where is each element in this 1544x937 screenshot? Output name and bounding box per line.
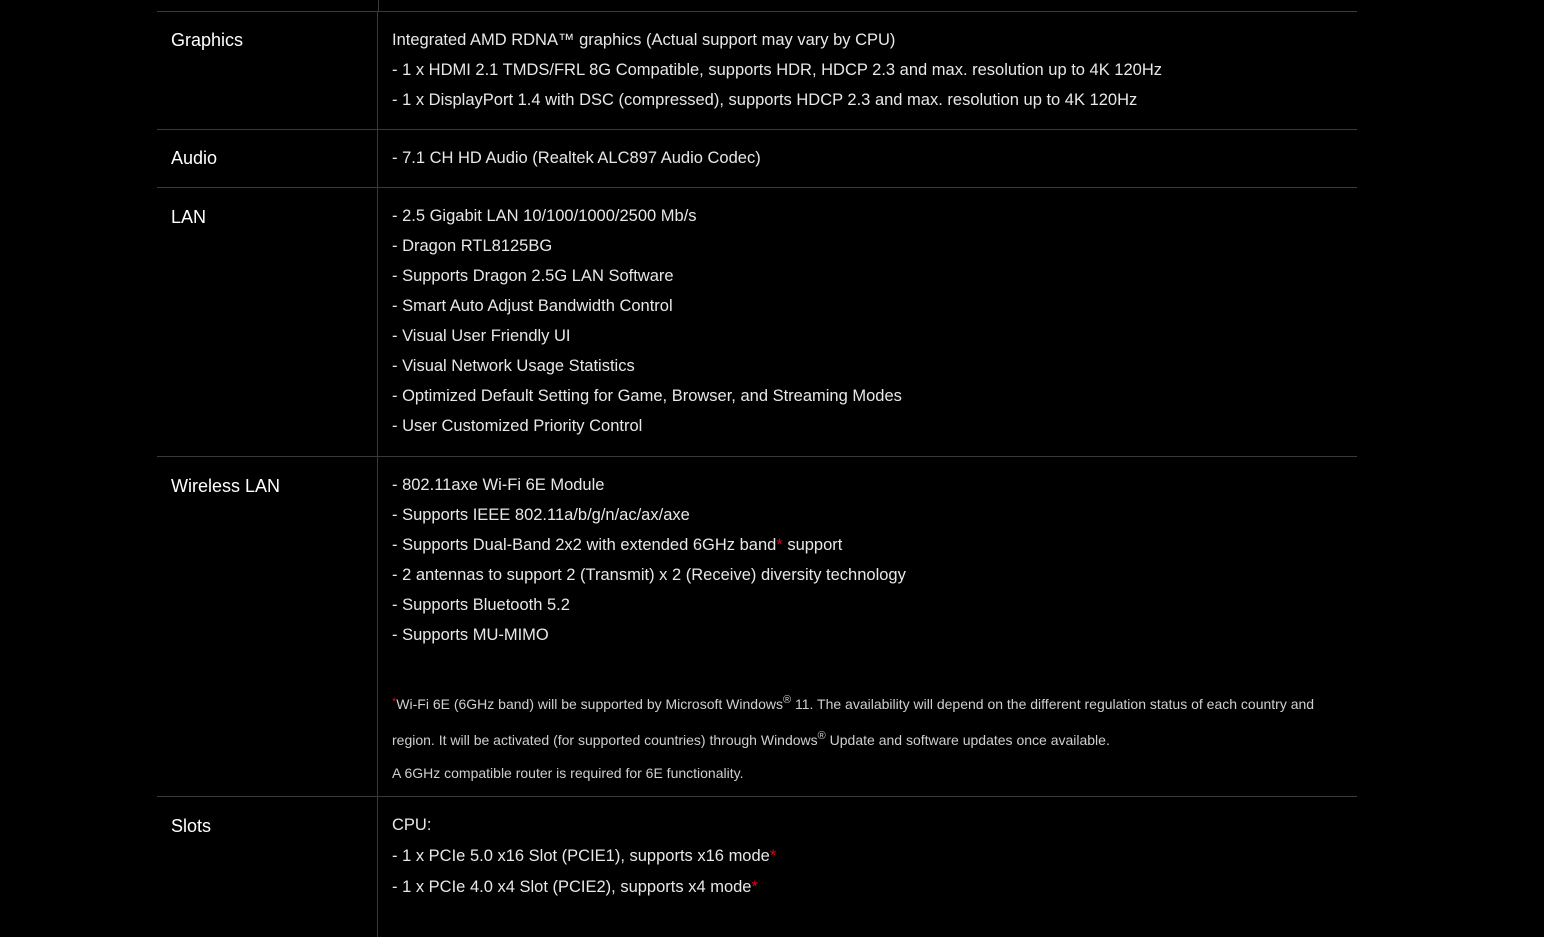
spec-row-slots xyxy=(157,797,1357,937)
spec-line: - 1 x HDMI 2.1 TMDS/FRL 8G Compatible, supports HDR, HDCP 2.3 and max. resolution up to 4K 120Hz xyxy=(392,61,1163,79)
column-divider xyxy=(378,0,379,11)
spec-label-slots: Slots xyxy=(157,797,378,937)
spec-line: - 1 x DisplayPort 1.4 with DSC (compressed), supports HDCP 2.3 and max. resolution up to 4K 120Hz xyxy=(392,91,1138,109)
spec-line: - Optimized Default Setting for Game, Browser, and Streaming Modes xyxy=(392,387,902,405)
table-top-edge xyxy=(157,0,1357,12)
spec-row-audio xyxy=(157,130,1357,188)
spec-line: - Supports Dragon 2.5G LAN Software xyxy=(392,267,674,285)
spec-line: - Supports IEEE 802.11a/b/g/n/ac/ax/axe xyxy=(392,506,690,524)
spec-content-wireless-lan xyxy=(378,457,1357,796)
registered-mark: ® xyxy=(782,694,792,706)
footnote-text: 11. The availability will depend on the different regulation status of each country and xyxy=(791,696,1315,712)
spec-table xyxy=(157,0,1357,937)
spec-line: - 2.5 Gigabit LAN 10/100/1000/2500 Mb/s xyxy=(392,207,697,225)
spec-line-text: - 1 x PCIe 5.0 x16 Slot (PCIE1), supports x16 mode xyxy=(392,847,770,865)
spec-label-lan: LAN xyxy=(157,188,378,456)
spec-line: - Supports Bluetooth 5.2 xyxy=(392,596,570,614)
spec-line: - Visual Network Usage Statistics xyxy=(392,357,635,375)
spec-row-lan xyxy=(157,188,1357,457)
spec-line xyxy=(392,841,1357,871)
spec-line: - 7.1 CH HD Audio (Realtek ALC897 Audio Codec) xyxy=(392,149,761,167)
spec-content-audio xyxy=(378,130,1357,187)
footnote-wifi6e xyxy=(392,684,1357,722)
footnote-router: A 6GHz compatible router is required for 6E functionality. xyxy=(392,765,744,781)
footnote-text: Update and software updates once available. xyxy=(825,732,1110,748)
spec-line: CPU: xyxy=(392,816,432,834)
spec-line: - User Customized Priority Control xyxy=(392,417,643,435)
spec-label-graphics: Graphics xyxy=(157,12,378,129)
spec-content-slots xyxy=(378,797,1357,937)
spec-row-wireless-lan xyxy=(157,457,1357,797)
spec-line: Integrated AMD RDNA™ graphics (Actual support may vary by CPU) xyxy=(392,31,896,49)
spec-line xyxy=(392,530,1357,560)
footnote-text: region. It will be activated (for supported countries) through Windows xyxy=(392,732,818,748)
asterisk-mark: * xyxy=(392,696,397,708)
spec-line: - Smart Auto Adjust Bandwidth Control xyxy=(392,297,673,315)
spec-line: - 2 antennas to support 2 (Transmit) x 2 (Receive) diversity technology xyxy=(392,566,906,584)
spec-line-text: support xyxy=(782,536,843,554)
spec-line-text: - Supports Dual-Band 2x2 with extended 6GHz band xyxy=(392,536,777,554)
spec-content-graphics xyxy=(378,12,1357,129)
spec-line: - Supports MU-MIMO xyxy=(392,626,549,644)
spec-label-wireless-lan: Wireless LAN xyxy=(157,457,378,796)
asterisk-mark: * xyxy=(776,536,783,554)
spec-line-text: - 1 x PCIe 4.0 x4 Slot (PCIE2), supports x4 mode xyxy=(392,878,752,896)
spec-content-lan xyxy=(378,188,1357,456)
spec-line: - Visual User Friendly UI xyxy=(392,327,571,345)
spacer xyxy=(392,650,1357,684)
spec-line: - Dragon RTL8125BG xyxy=(392,237,553,255)
spec-line xyxy=(392,872,1357,902)
asterisk-mark: * xyxy=(769,847,777,865)
footnote-wifi6e-cont xyxy=(392,722,1357,758)
asterisk-mark: * xyxy=(751,878,758,896)
spec-row-graphics xyxy=(157,12,1357,130)
registered-mark: ® xyxy=(817,730,826,742)
spec-label-audio: Audio xyxy=(157,130,378,187)
spec-line: - 802.11axe Wi-Fi 6E Module xyxy=(392,476,605,494)
footnote-text: Wi-Fi 6E (6GHz band) will be supported by Microsoft Windows xyxy=(396,696,783,712)
